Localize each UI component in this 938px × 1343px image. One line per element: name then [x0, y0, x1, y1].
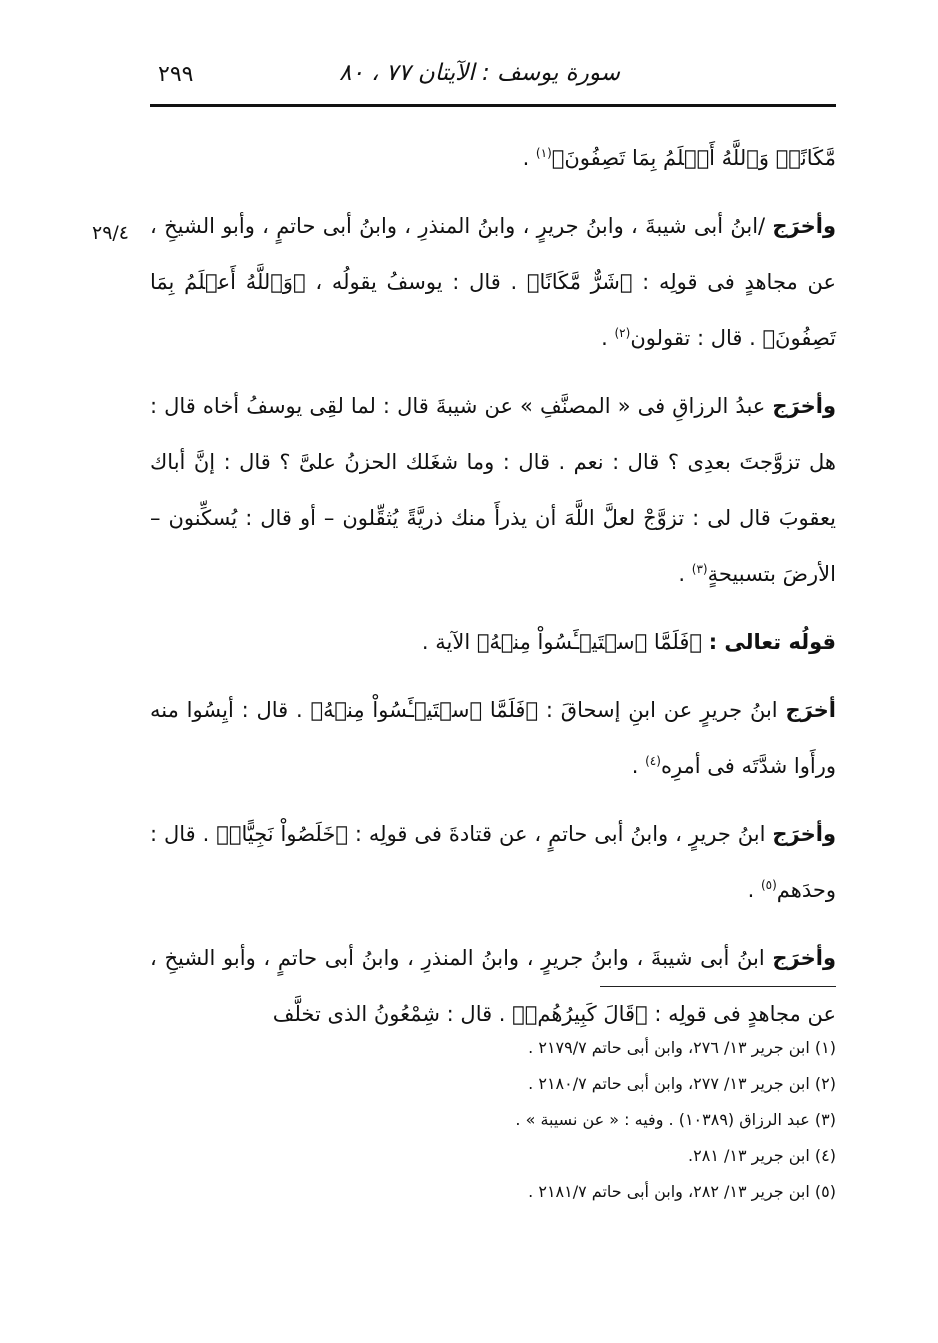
footnote-3: (٣) عبد الرزاق (١٠٣٨٩) . وفيه : « عن نسيبة » . [515, 1110, 836, 1129]
footnote-4: (٤) ابن جرير ١٣/ ٢٨١. [688, 1146, 836, 1165]
quran-verse: مَّكَانًاۖ وَٱللَّهُ أَعۡلَمُ بِمَا تَصِفُونَ﴾ [551, 146, 836, 170]
margin-reference: ٢٩/٤ [92, 222, 130, 244]
running-header-title: سورة يوسف : الآيتان ٧٧ ، ٨٠ [339, 60, 620, 86]
footnote-marker: (٢) [614, 326, 631, 340]
paragraph-text: عبدُ الرزاقِ فى « المصنَّفِ » عن شيبةَ قال : لما لقِى يوسفُ أخاه قال : هل تزوَّجتَ بعدِى ؟ قال : نعم . قال : وما شغَلك الحزنُ علىَّ ؟ قال : إنَّ أباك يعقوبَ قال لى : تزوَّجْ لعلَّ اللَّهَ أن يذرأَ منك ذريَّةً يُثقِّلون – أو قال : يُسكِّنون – الأرضَ بتسبيحةٍ [150, 394, 836, 586]
paragraph-lead: وأخرَج [772, 214, 836, 238]
footnote-marker: (٣) [691, 562, 708, 576]
footnote-marker: (٤) [645, 754, 661, 768]
paragraph-text: ابنُ جريرٍ ، وابنُ أبى حاتمٍ ، عن قتادةَ فى قولِه : ﴿خَلَصُواْ نَجِيًّاۖ﴾ . قال : وحدَهم [150, 822, 836, 902]
header-divider [150, 104, 836, 107]
paragraph-3 [150, 378, 836, 602]
paragraph-2 [150, 198, 836, 366]
footnote-5: (٥) ابن جرير ١٣/ ٢٨٢، وابن أبى حاتم ٢١٨١/٧ . [528, 1182, 836, 1201]
paragraph-tail: . [747, 878, 761, 902]
paragraph-1 [150, 130, 836, 186]
paragraph-text: /ابنُ أبى شيبةَ ، وابنُ جريرٍ ، وابنُ المنذرِ ، وابنُ أبى حاتمٍ ، وأبو الشيخِ ، عن مجاهدٍ فى قولِه : ﴿شَرٌّ مَّكَانًا﴾ . قال : يوسفُ يقولُه ، ﴿وَٱللَّهُ أَعۡلَمُ بِمَا تَصِفُونَ﴾ . قال : تقولون [150, 214, 836, 350]
footnote-divider [600, 986, 836, 987]
footnotes [300, 1030, 836, 1210]
paragraph-6 [150, 806, 836, 918]
section-heading: قولُه تعالى : [708, 630, 836, 654]
paragraph-lead: وأخرَج [772, 946, 836, 970]
paragraph-tail: . [678, 562, 692, 586]
paragraph-tail: . [522, 146, 536, 170]
page-number: ٢٩٩ [158, 62, 194, 87]
paragraph-lead: وأخرَج [772, 822, 836, 846]
footnote-2: (٢) ابن جرير ١٣/ ٢٧٧، وابن أبى حاتم ٢١٨٠/٧ . [528, 1074, 836, 1093]
paragraph-lead: أخرَج [785, 698, 836, 722]
paragraph-4 [150, 614, 836, 670]
footnote-marker: (٥) [760, 878, 777, 892]
paragraph-tail: . [601, 326, 615, 350]
paragraph-tail: . [631, 754, 646, 778]
paragraph-5 [150, 682, 836, 794]
paragraph-text: ابنُ جريرٍ عن ابنِ إسحاقَ : ﴿فَلَمَّا ٱسۡتَيۡـَٔسُواْ مِنۡهُ﴾ . قال : أيِسُوا منه ورأَوا شدَّتَه فى أمرِه [150, 698, 836, 778]
paragraph-text: ﴿فَلَمَّا ٱسۡتَيۡـَٔسُواْ مِنۡهُ﴾ الآية . [421, 630, 709, 654]
paragraph-text: ابنُ أبى شيبةَ ، وابنُ جريرٍ ، وابنُ المنذرِ ، وابنُ أبى حاتمٍ ، وأبو الشيخِ ، عن مجاهدٍ فى قولِه : ﴿قَالَ كَبِيرُهُمۡ﴾ . قال : شِمْعُونُ الذى تخلَّف [150, 946, 836, 1026]
paragraph-lead: وأخرَج [772, 394, 836, 418]
footnote-1: (١) ابن جرير ١٣/ ٢٧٦، وابن أبى حاتم ٢١٧٩/٧ . [528, 1038, 836, 1057]
footnote-marker: (١) [535, 146, 552, 160]
main-text [150, 130, 836, 1054]
